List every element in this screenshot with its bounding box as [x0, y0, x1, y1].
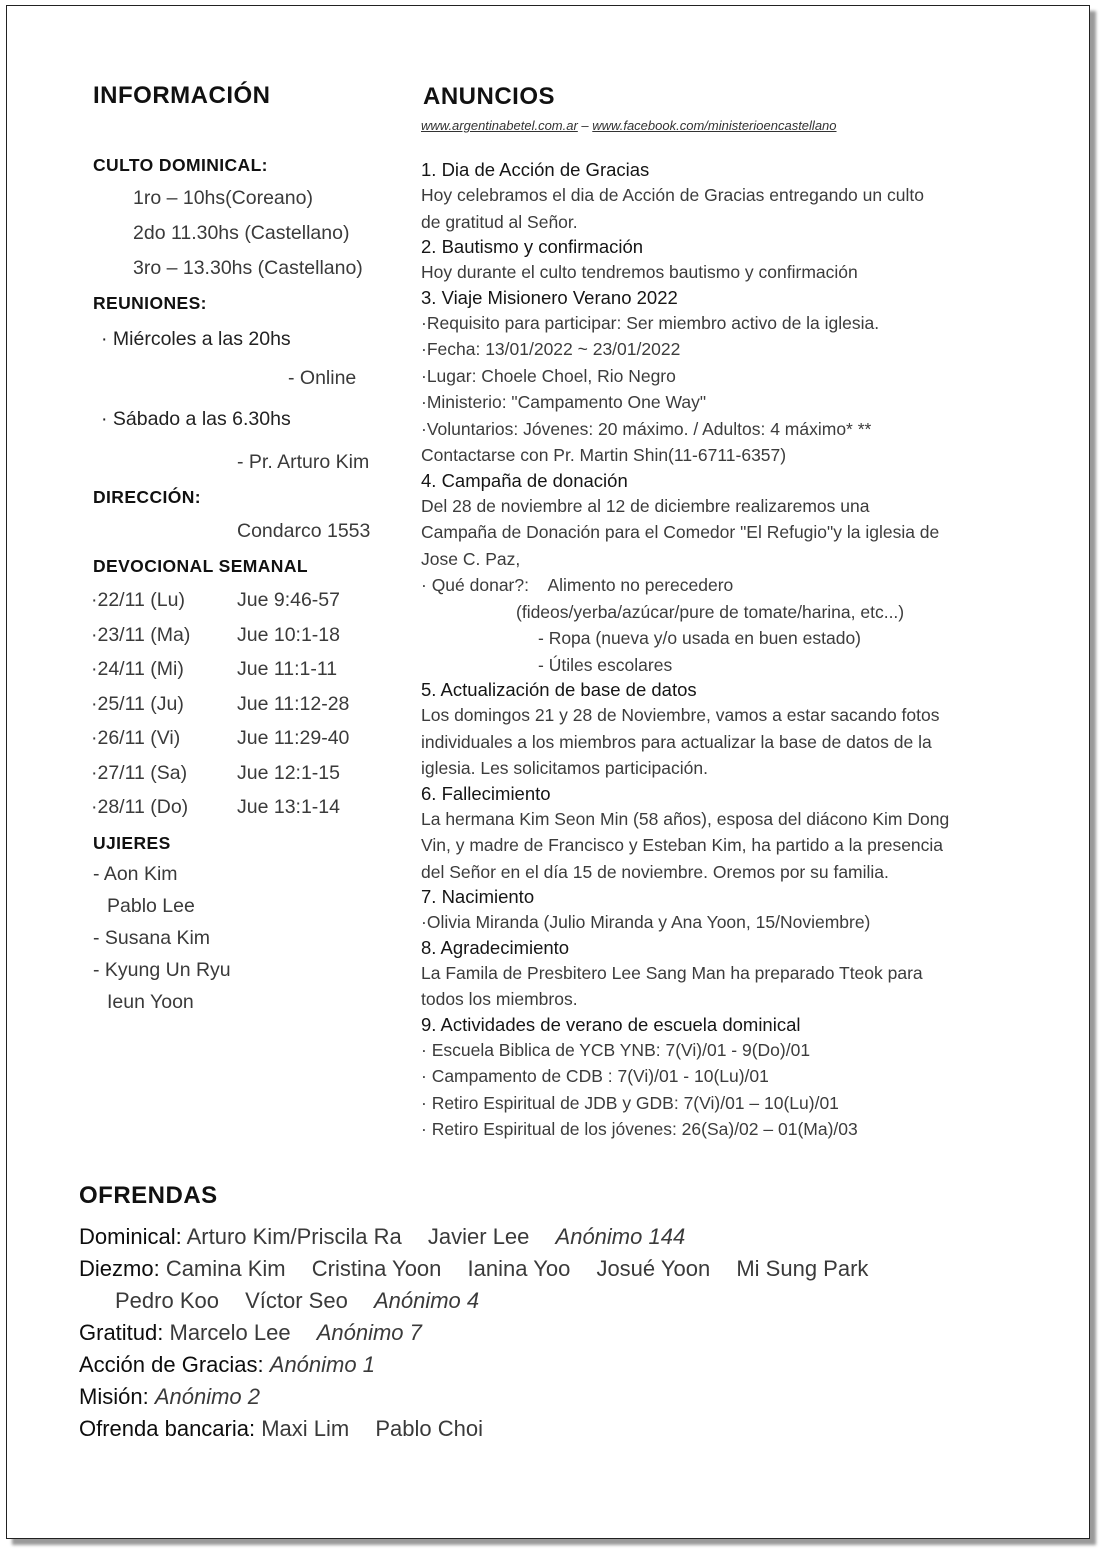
devocional-date: ·28/11 (Do)	[91, 796, 189, 818]
anuncio-line: - Ropa (nueva y/o usada en buen estado)	[538, 628, 861, 648]
devocional-date: ·23/11 (Ma)	[91, 624, 191, 646]
ofrenda-name: Camina Kim	[165, 1256, 286, 1281]
anuncio-line: Los domingos 21 y 28 de Noviembre, vamos a estar sacando fotos	[421, 705, 940, 725]
anuncio-line: ·Voluntarios: Jóvenes: 20 máximo. / Adultos: 4 máximo* **	[421, 418, 872, 439]
devocional-date: ·24/11 (Mi)	[91, 658, 184, 680]
anuncio-line: · Escuela Biblica de YCB YNB: 7(Vi)/01 - 9(Do)/01	[421, 1039, 811, 1060]
anuncio-title: 9. Actividades de verano de escuela dominical	[421, 1013, 801, 1035]
anuncio-line: La Famila de Presbitero Lee Sang Man ha preparado Tteok para	[421, 962, 923, 983]
devocional-ref: Jue 9:46-57	[237, 589, 340, 611]
anuncio-item	[421, 286, 1041, 469]
ujier-name: Ieun Yoon	[107, 991, 194, 1013]
ofrenda-diezmo	[79, 1256, 868, 1282]
anuncio-line: de gratitud al Señor.	[421, 211, 578, 232]
ofrenda-name: Ianina Yoo	[467, 1256, 571, 1281]
devocional-heading: DEVOCIONAL SEMANAL	[93, 556, 308, 576]
culto-item: 2do 11.30hs (Castellano)	[133, 222, 350, 244]
ofrenda-name: Maxi Lim	[261, 1416, 350, 1441]
anuncio-title: 4. Campaña de donación	[421, 469, 628, 491]
ofrenda-label: Acción de Gracias:	[79, 1352, 264, 1377]
ujieres-heading: UJIERES	[93, 833, 171, 853]
anuncio-item	[421, 885, 1041, 936]
ofrenda-accion	[79, 1352, 375, 1378]
anuncio-line: ·Olivia Miranda (Julio Miranda y Ana Yoon, 15/Noviembre)	[421, 912, 871, 932]
devocional-date: ·25/11 (Ju)	[91, 693, 184, 715]
ofrenda-gratitud	[79, 1320, 422, 1346]
anuncio-item	[421, 469, 1041, 679]
anuncio-title: 7. Nacimiento	[421, 886, 535, 907]
info-title: INFORMACIÓN	[93, 82, 271, 109]
ofrenda-name: Cristina Yoon	[311, 1256, 442, 1281]
devocional-date: ·22/11 (Lu)	[91, 589, 185, 611]
ofrenda-mision	[79, 1384, 260, 1410]
reuniones-heading: REUNIONES:	[93, 293, 207, 313]
reunion-sabado: · Sábado a las 6.30hs	[101, 408, 291, 430]
ofrenda-label: Misión:	[79, 1384, 149, 1409]
ofrenda-name: Víctor Seo	[245, 1288, 348, 1313]
reunion-sabado-note: - Pr. Arturo Kim	[237, 451, 370, 473]
devocional-ref: Jue 11:12-28	[237, 693, 350, 715]
devocional-ref: Jue 12:1-15	[237, 762, 340, 784]
anuncio-item	[421, 936, 1041, 1013]
anuncio-line: Campaña de Donación para el Comedor "El Refugio"y la iglesia de	[421, 522, 940, 542]
ofrenda-dominical	[79, 1224, 685, 1250]
ofrenda-anon: Anónimo 4	[373, 1288, 480, 1313]
anuncio-line: ·Fecha: 13/01/2022 ~ 23/01/2022	[421, 339, 681, 359]
ofrenda-name: Josué Yoon	[596, 1256, 711, 1281]
ofrenda-name: Arturo Kim/Priscila Ra	[186, 1224, 402, 1249]
devocional-ref: Jue 11:29-40	[237, 727, 350, 749]
ofrenda-name: Mi Sung Park	[736, 1256, 869, 1281]
ofrenda-name: Pablo Choi	[375, 1416, 484, 1441]
ofrenda-anon: Anónimo 2	[154, 1384, 260, 1409]
ofrenda-label: Ofrenda bancaria:	[79, 1416, 256, 1441]
anuncio-line: (fideos/yerba/azúcar/pure de tomate/harina, etc...)	[516, 601, 905, 622]
culto-item: 1ro – 10hs(Coreano)	[133, 187, 313, 209]
links-row	[421, 118, 837, 133]
anuncio-title: 2. Bautismo y confirmación	[421, 236, 644, 257]
ujier-name: Pablo Lee	[107, 895, 195, 917]
direccion-value: Condarco 1553	[237, 520, 371, 542]
bulletin-page	[6, 5, 1090, 1539]
anuncio-line: Hoy durante el culto tendremos bautismo y confirmación	[421, 262, 858, 282]
anuncio-line: individuales a los miembros para actualizar la base de datos de la	[421, 731, 932, 752]
ofrenda-bancaria	[79, 1416, 483, 1442]
website-link[interactable]: www.argentinabetel.com.ar	[421, 118, 578, 133]
ofrenda-label: Diezmo:	[79, 1256, 160, 1281]
anuncio-line: · Retiro Espiritual de los jóvenes: 26(Sa)/02 – 01(Ma)/03	[421, 1119, 858, 1139]
anuncio-line: · Retiro Espiritual de JDB y GDB: 7(Vi)/01 – 10(Lu)/01	[421, 1092, 839, 1113]
ofrenda-name: Marcelo Lee	[169, 1320, 291, 1345]
ujier-name: - Susana Kim	[93, 927, 211, 949]
anuncio-title: 3. Viaje Misionero Verano 2022	[421, 286, 678, 308]
anuncio-line: del Señor en el día 15 de noviembre. Oremos por su familia.	[421, 861, 889, 882]
ofrenda-name: Javier Lee	[427, 1224, 530, 1249]
anuncio-line: ·Lugar: Choele Choel, Rio Negro	[421, 365, 676, 386]
anuncio-line: ·Ministerio: "Campamento One Way"	[421, 392, 707, 412]
anuncio-title: 5. Actualización de base de datos	[421, 679, 697, 700]
ujier-name: - Kyung Un Ryu	[93, 959, 231, 981]
anuncio-line: Hoy celebramos el dia de Acción de Gracias entregando un culto	[421, 185, 924, 205]
anuncio-line: Vin, y madre de Francisco y Esteban Kim, ha partido a la presencia	[421, 835, 944, 855]
anuncio-item	[421, 1013, 1041, 1143]
culto-heading: CULTO DOMINICAL:	[93, 155, 268, 175]
devocional-date: ·27/11 (Sa)	[91, 762, 188, 784]
anuncio-line: - Útiles escolares	[538, 654, 673, 675]
ofrenda-name: Pedro Koo	[115, 1288, 219, 1313]
ofrenda-label: Gratitud:	[79, 1320, 164, 1345]
anuncio-line: iglesia. Les solicitamos participación.	[421, 758, 708, 778]
anuncio-title: 1. Dia de Acción de Gracias	[421, 159, 650, 180]
reunion-miercoles-note: - Online	[288, 367, 357, 389]
anuncio-item	[421, 678, 1041, 782]
anuncio-item	[421, 235, 1041, 286]
devocional-ref: Jue 11:1-11	[237, 658, 338, 680]
anuncio-item	[421, 158, 1041, 235]
anuncio-line: Del 28 de noviembre al 12 de diciembre realizaremos una	[421, 495, 870, 516]
anuncio-line: Jose C. Paz,	[421, 548, 521, 569]
ujier-name: - Aon Kim	[93, 863, 178, 885]
anuncios-title: ANUNCIOS	[423, 83, 556, 110]
anuncio-line: · Qué donar?: Alimento no perecedero	[421, 575, 734, 595]
devocional-date: ·26/11 (Vi)	[91, 727, 181, 749]
ofrenda-label: Dominical:	[79, 1224, 182, 1249]
anuncio-line: La hermana Kim Seon Min (58 años), esposa del diácono Kim Dong	[421, 808, 950, 829]
anuncio-line: Contactarse con Pr. Martin Shin(11-6711-6357)	[421, 445, 787, 465]
ofrenda-anon: Anónimo 144	[555, 1224, 686, 1249]
reunion-miercoles: · Miércoles a las 20hs	[101, 328, 291, 350]
devocional-ref: Jue 13:1-14	[237, 796, 340, 818]
devocional-ref: Jue 10:1-18	[237, 624, 340, 646]
link-separator: –	[577, 118, 593, 133]
anuncio-item	[421, 782, 1041, 886]
ofrendas-title: OFRENDAS	[79, 1182, 218, 1209]
anuncio-line: ·Requisito para participar: Ser miembro activo de la iglesia.	[421, 312, 880, 333]
facebook-link[interactable]: www.facebook.com/ministerioencastellano	[592, 118, 837, 133]
anuncio-title: 6. Fallecimiento	[421, 782, 551, 804]
anuncio-title: 8. Agradecimiento	[421, 936, 570, 958]
ofrenda-diezmo-cont	[115, 1288, 479, 1314]
anuncio-line: · Campamento de CDB : 7(Vi)/01 - 10(Lu)/01	[421, 1066, 769, 1086]
culto-item: 3ro – 13.30hs (Castellano)	[133, 257, 363, 279]
anuncios-list	[421, 158, 1041, 1143]
anuncio-line: todos los miembros.	[421, 989, 578, 1009]
ofrenda-anon: Anónimo 1	[269, 1352, 375, 1377]
ofrenda-anon: Anónimo 7	[316, 1320, 422, 1345]
direccion-heading: DIRECCIÓN:	[93, 487, 202, 507]
